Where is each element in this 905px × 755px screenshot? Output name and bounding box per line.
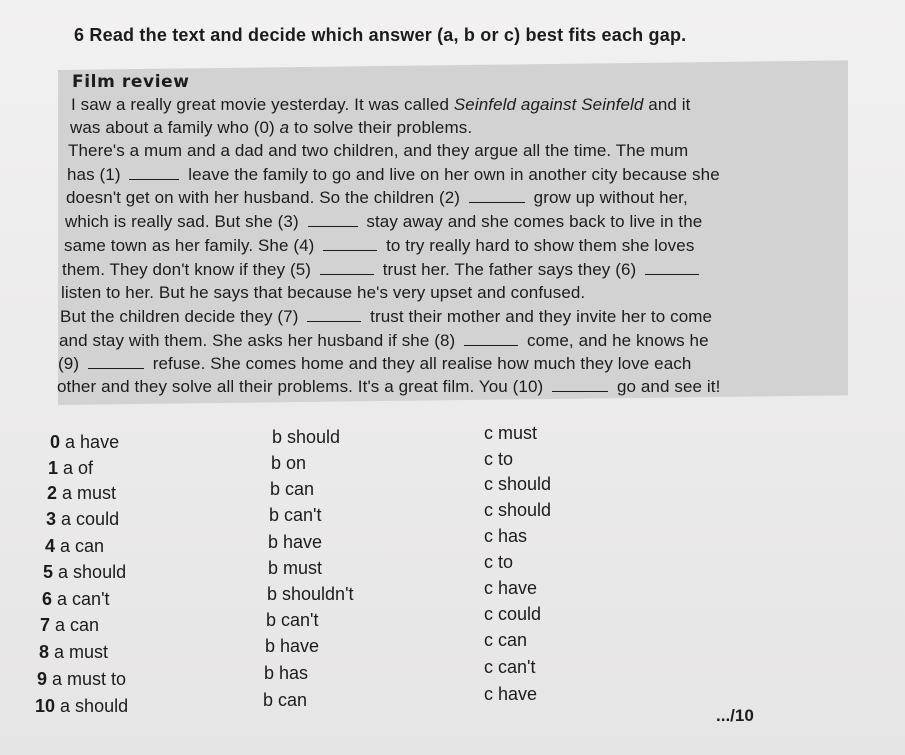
gap-6[interactable] [645, 260, 699, 275]
option-7-c[interactable]: c could [484, 604, 542, 624]
option-10-c[interactable]: c have [484, 684, 538, 704]
option-5-b[interactable]: b must [268, 558, 323, 578]
option-7-b[interactable]: b can't [266, 610, 319, 630]
option-1-b[interactable]: b on [271, 453, 307, 473]
text-line-2: was about a family who (0) a to solve their problems. [70, 118, 473, 137]
option-5-a[interactable]: 5 a should [43, 562, 127, 582]
option-3-b[interactable]: b can't [269, 505, 322, 525]
gap-2[interactable] [469, 188, 525, 203]
gap-5[interactable] [320, 260, 374, 275]
gap-1[interactable] [129, 165, 179, 180]
gap-4[interactable] [323, 236, 377, 251]
option-8-a[interactable]: 8 a must [39, 642, 109, 662]
option-8-c[interactable]: c can [484, 630, 528, 650]
text-line-12: (9) refuse. She comes home and they all realise how much they love each [58, 354, 692, 373]
text-line-13: other and they solve all their problems. It's a great film. You (10) go and see it! [57, 377, 721, 396]
text-line-4: has (1) leave the family to go and live on her own in another city because she [67, 165, 720, 184]
option-4-b[interactable]: b have [268, 532, 323, 552]
option-5-c[interactable]: c to [484, 552, 514, 572]
option-1-a[interactable]: 1 a of [48, 458, 94, 478]
text-line-6: which is really sad. But she (3) stay away and she comes back to live in the [65, 212, 703, 231]
option-8-b[interactable]: b have [265, 636, 320, 656]
option-6-a[interactable]: 6 a can't [42, 589, 110, 609]
text-line-7: same town as her family. She (4) to try really hard to show them she loves [64, 236, 695, 255]
option-3-a[interactable]: 3 a could [46, 509, 120, 529]
option-0-b[interactable]: b should [272, 427, 341, 447]
option-6-b[interactable]: b shouldn't [267, 584, 354, 604]
text-heading: Film review [72, 72, 190, 92]
option-10-a[interactable]: 10 a should [35, 696, 129, 716]
option-2-a[interactable]: 2 a must [47, 483, 117, 503]
option-0-a[interactable]: 0 a have [50, 432, 120, 452]
option-6-c[interactable]: c have [484, 578, 538, 598]
text-line-9: listen to her. But he says that because he's very upset and confused. [61, 283, 586, 302]
option-9-c[interactable]: c can't [484, 657, 536, 677]
option-3-c[interactable]: c should [484, 500, 552, 520]
text-line-1: I saw a really great movie yesterday. It was called Seinfeld against Seinfeld and it [71, 95, 691, 114]
option-9-a[interactable]: 9 a must to [37, 669, 127, 689]
option-0-c[interactable]: c must [484, 423, 538, 443]
text-line-3: There's a mum and a dad and two children, and they argue all the time. The mum [68, 141, 689, 160]
option-9-b[interactable]: b has [264, 663, 309, 683]
option-2-b[interactable]: b can [270, 479, 315, 499]
option-1-c[interactable]: c to [484, 449, 514, 469]
gap-9[interactable] [88, 354, 144, 369]
text-line-11: and stay with them. She asks her husband if she (8) come, and he knows he [59, 331, 709, 350]
text-line-10: But the children decide they (7) trust their mother and they invite her to come [60, 307, 713, 326]
gap-7[interactable] [307, 307, 361, 322]
gap-8[interactable] [464, 331, 518, 346]
score-box: .../10 [716, 706, 754, 725]
gap-3[interactable] [308, 212, 358, 227]
text-line-5: doesn't get on with her husband. So the children (2) grow up without her, [66, 188, 688, 207]
gap-10[interactable] [552, 377, 608, 392]
option-4-c[interactable]: c has [484, 526, 528, 546]
option-7-a[interactable]: 7 a can [40, 615, 100, 635]
option-2-c[interactable]: c should [484, 474, 552, 494]
option-4-a[interactable]: 4 a can [45, 536, 105, 556]
exercise-instruction: 6 Read the text and decide which answer (a, b or c) best fits each gap. [74, 25, 687, 45]
option-10-b[interactable]: b can [263, 690, 308, 710]
text-line-8: them. They don't know if they (5) trust her. The father says they (6) [62, 260, 703, 280]
